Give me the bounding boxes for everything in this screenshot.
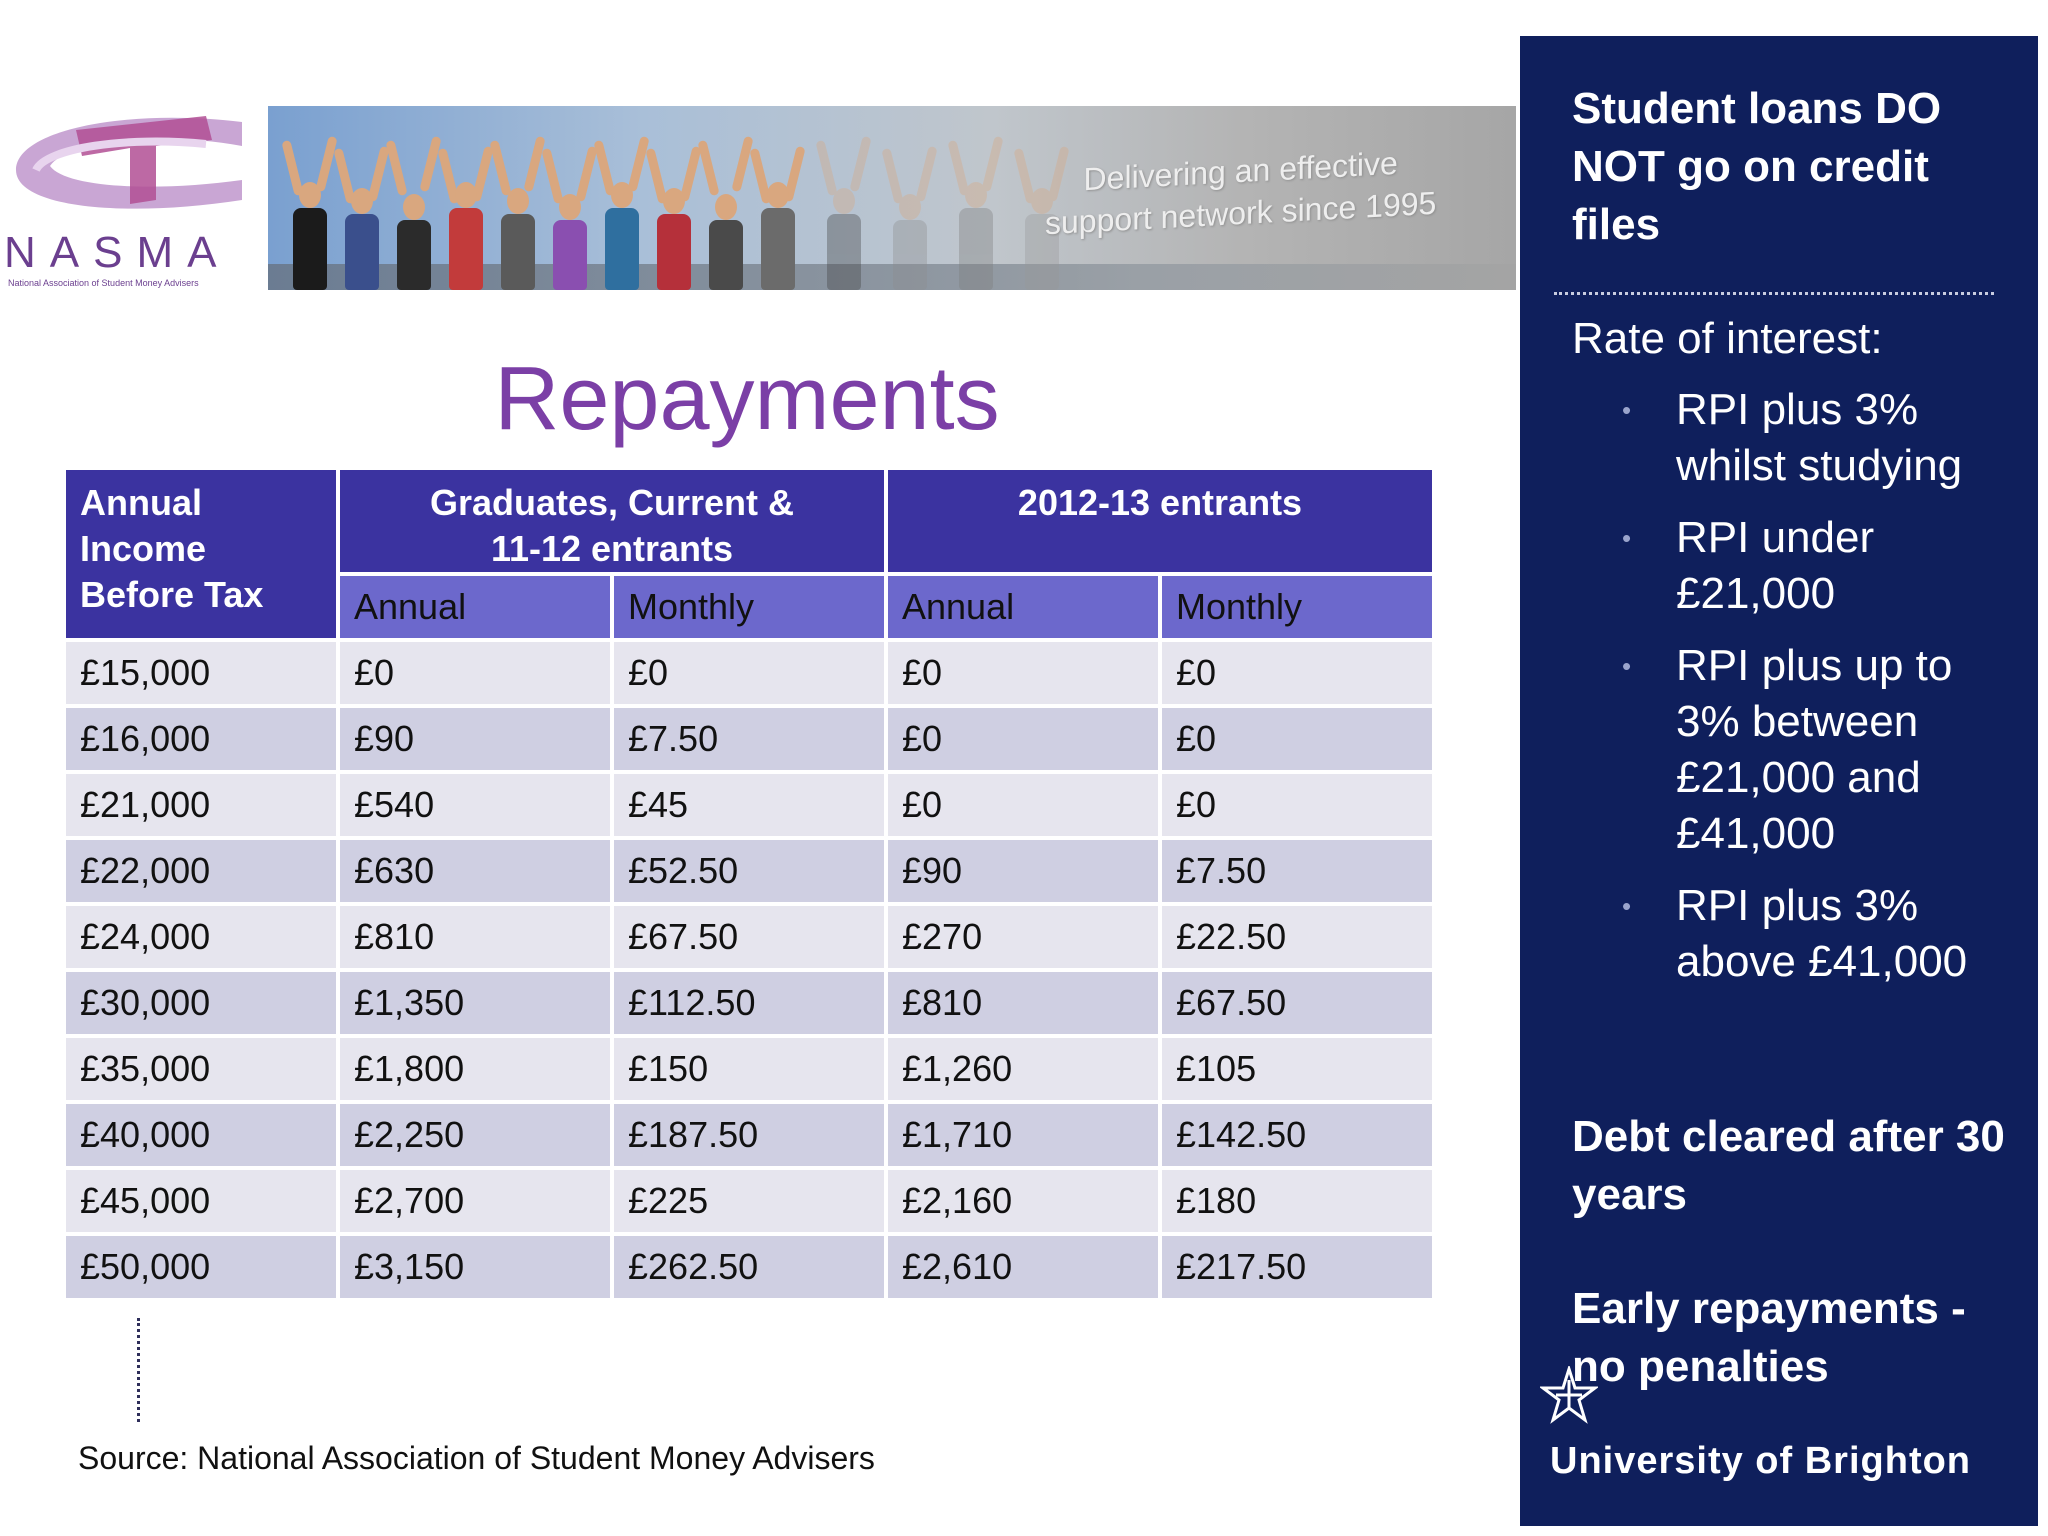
rate-item bbox=[1572, 510, 2022, 622]
income-cell: £35,000 bbox=[66, 1038, 336, 1100]
rate-item-text: RPI plus 3% above £41,000 bbox=[1676, 881, 1968, 986]
entrant-monthly-cell: £180 bbox=[1162, 1170, 1432, 1232]
table-row bbox=[66, 840, 1432, 902]
credit-files-heading: Student loans DO NOT go on credit files bbox=[1572, 84, 1942, 249]
rate-list bbox=[1572, 382, 2022, 1006]
entrant-annual-cell: £2,610 bbox=[888, 1236, 1158, 1298]
bullet-icon: • bbox=[1622, 395, 1632, 425]
university-name: University of Brighton bbox=[1550, 1440, 1972, 1482]
income-cell: £22,000 bbox=[66, 840, 336, 902]
panel-dotted-divider bbox=[1554, 292, 1994, 295]
grad-annual-cell: £3,150 bbox=[340, 1236, 610, 1298]
bullet-icon: • bbox=[1622, 891, 1632, 921]
page-title: Repayments bbox=[494, 349, 1000, 449]
banner-person bbox=[548, 120, 592, 290]
nasma-logo bbox=[0, 100, 262, 296]
rate-of-interest-label: Rate of interest: bbox=[1572, 314, 1883, 363]
income-cell: £40,000 bbox=[66, 1104, 336, 1166]
banner-person bbox=[652, 120, 696, 290]
grad-monthly-cell: £187.50 bbox=[614, 1104, 884, 1166]
table-row bbox=[66, 972, 1432, 1034]
income-cell: £50,000 bbox=[66, 1236, 336, 1298]
source-note: Source: National Association of Student Money Advisers bbox=[78, 1440, 875, 1476]
table-row bbox=[66, 1104, 1432, 1166]
entrant-monthly-cell: £105 bbox=[1162, 1038, 1432, 1100]
table-row bbox=[66, 774, 1432, 836]
brighton-star-icon bbox=[1540, 1366, 1598, 1424]
entrant-monthly-cell: £22.50 bbox=[1162, 906, 1432, 968]
subheader-annual: Annual bbox=[888, 576, 1158, 638]
banner-tagline-line1: Delivering an effective bbox=[1083, 144, 1398, 198]
grad-annual-cell: £0 bbox=[340, 642, 610, 704]
banner-tagline-line2: support network since 1995 bbox=[1044, 184, 1436, 242]
entrant-annual-cell: £1,260 bbox=[888, 1038, 1158, 1100]
banner-person bbox=[822, 120, 866, 290]
entrant-monthly-cell: £0 bbox=[1162, 774, 1432, 836]
banner-person bbox=[288, 120, 332, 290]
entrant-monthly-cell: £7.50 bbox=[1162, 840, 1432, 902]
grad-annual-cell: £90 bbox=[340, 708, 610, 770]
income-cell: £24,000 bbox=[66, 906, 336, 968]
bullet-icon: • bbox=[1622, 651, 1632, 681]
grad-monthly-cell: £0 bbox=[614, 642, 884, 704]
debt-cleared-text: Debt cleared after 30 years bbox=[1572, 1112, 2005, 1219]
grad-monthly-cell: £262.50 bbox=[614, 1236, 884, 1298]
rate-item-text: RPI under £21,000 bbox=[1676, 513, 1875, 618]
header-graduates-group bbox=[340, 470, 884, 572]
banner-tagline bbox=[1045, 140, 1436, 245]
entrant-monthly-cell: £217.50 bbox=[1162, 1236, 1432, 1298]
income-cell: £16,000 bbox=[66, 708, 336, 770]
banner-person bbox=[756, 120, 800, 290]
table-row bbox=[66, 1038, 1432, 1100]
grad-monthly-cell: £150 bbox=[614, 1038, 884, 1100]
entrant-annual-cell: £810 bbox=[888, 972, 1158, 1034]
grad-monthly-cell: £52.50 bbox=[614, 840, 884, 902]
table-row bbox=[66, 1236, 1432, 1298]
entrant-annual-cell: £90 bbox=[888, 840, 1158, 902]
income-cell: £15,000 bbox=[66, 642, 336, 704]
banner-image bbox=[268, 106, 1516, 290]
income-cell: £21,000 bbox=[66, 774, 336, 836]
subheader-annual: Annual bbox=[340, 576, 610, 638]
grad-monthly-cell: £7.50 bbox=[614, 708, 884, 770]
subheader-monthly: Monthly bbox=[1162, 576, 1432, 638]
grad-annual-cell: £540 bbox=[340, 774, 610, 836]
repayments-table bbox=[62, 466, 1436, 1302]
grad-annual-cell: £1,350 bbox=[340, 972, 610, 1034]
grad-annual-cell: £2,700 bbox=[340, 1170, 610, 1232]
entrant-monthly-cell: £0 bbox=[1162, 708, 1432, 770]
banner-person bbox=[340, 120, 384, 290]
entrant-annual-cell: £0 bbox=[888, 642, 1158, 704]
grad-annual-cell: £810 bbox=[340, 906, 610, 968]
entrant-monthly-cell: £0 bbox=[1162, 642, 1432, 704]
grad-annual-cell: £2,250 bbox=[340, 1104, 610, 1166]
logo-subtitle: National Association of Student Money Advisers bbox=[8, 278, 199, 288]
entrant-annual-cell: £2,160 bbox=[888, 1170, 1158, 1232]
table-row bbox=[66, 906, 1432, 968]
rate-item bbox=[1572, 638, 2022, 862]
rate-item-text: RPI plus up to 3% between £21,000 and £41,000 bbox=[1676, 641, 1953, 858]
entrant-annual-cell: £0 bbox=[888, 774, 1158, 836]
subheader-monthly: Monthly bbox=[614, 576, 884, 638]
table-row bbox=[66, 642, 1432, 704]
rate-item-text: RPI plus 3% whilst studying bbox=[1676, 385, 1963, 490]
entrant-annual-cell: £0 bbox=[888, 708, 1158, 770]
rate-item bbox=[1572, 878, 2022, 990]
banner-person bbox=[888, 120, 932, 290]
banner-person bbox=[954, 120, 998, 290]
entrant-monthly-cell: £142.50 bbox=[1162, 1104, 1432, 1166]
grad-annual-cell: £1,800 bbox=[340, 1038, 610, 1100]
header-graduates-label: Graduates, Current & 11-12 entrants bbox=[429, 482, 795, 569]
grad-monthly-cell: £225 bbox=[614, 1170, 884, 1232]
info-panel bbox=[1520, 36, 2038, 1526]
banner-person bbox=[444, 120, 488, 290]
nasma-swoosh-logo bbox=[6, 100, 256, 224]
grad-monthly-cell: £45 bbox=[614, 774, 884, 836]
banner-person bbox=[704, 120, 748, 290]
income-cell: £30,000 bbox=[66, 972, 336, 1034]
entrant-annual-cell: £270 bbox=[888, 906, 1158, 968]
banner-person bbox=[496, 120, 540, 290]
header-annual-income: Annual Income Before Tax bbox=[66, 470, 336, 638]
entrant-monthly-cell: £67.50 bbox=[1162, 972, 1432, 1034]
grad-monthly-cell: £112.50 bbox=[614, 972, 884, 1034]
logo-wordmark: NASMA bbox=[4, 228, 231, 277]
rate-item bbox=[1572, 382, 2022, 494]
table-row bbox=[66, 1170, 1432, 1232]
grad-annual-cell: £630 bbox=[340, 840, 610, 902]
bullet-icon: • bbox=[1622, 523, 1632, 553]
entrant-annual-cell: £1,710 bbox=[888, 1104, 1158, 1166]
income-cell: £45,000 bbox=[66, 1170, 336, 1232]
early-repayments-text: Early repayments - no penalties bbox=[1572, 1284, 1966, 1391]
banner-person bbox=[600, 120, 644, 290]
dotted-divider bbox=[137, 1318, 140, 1422]
header-2012-13-group: 2012-13 entrants bbox=[888, 470, 1432, 572]
grad-monthly-cell: £67.50 bbox=[614, 906, 884, 968]
banner-person bbox=[392, 120, 436, 290]
table-row bbox=[66, 708, 1432, 770]
